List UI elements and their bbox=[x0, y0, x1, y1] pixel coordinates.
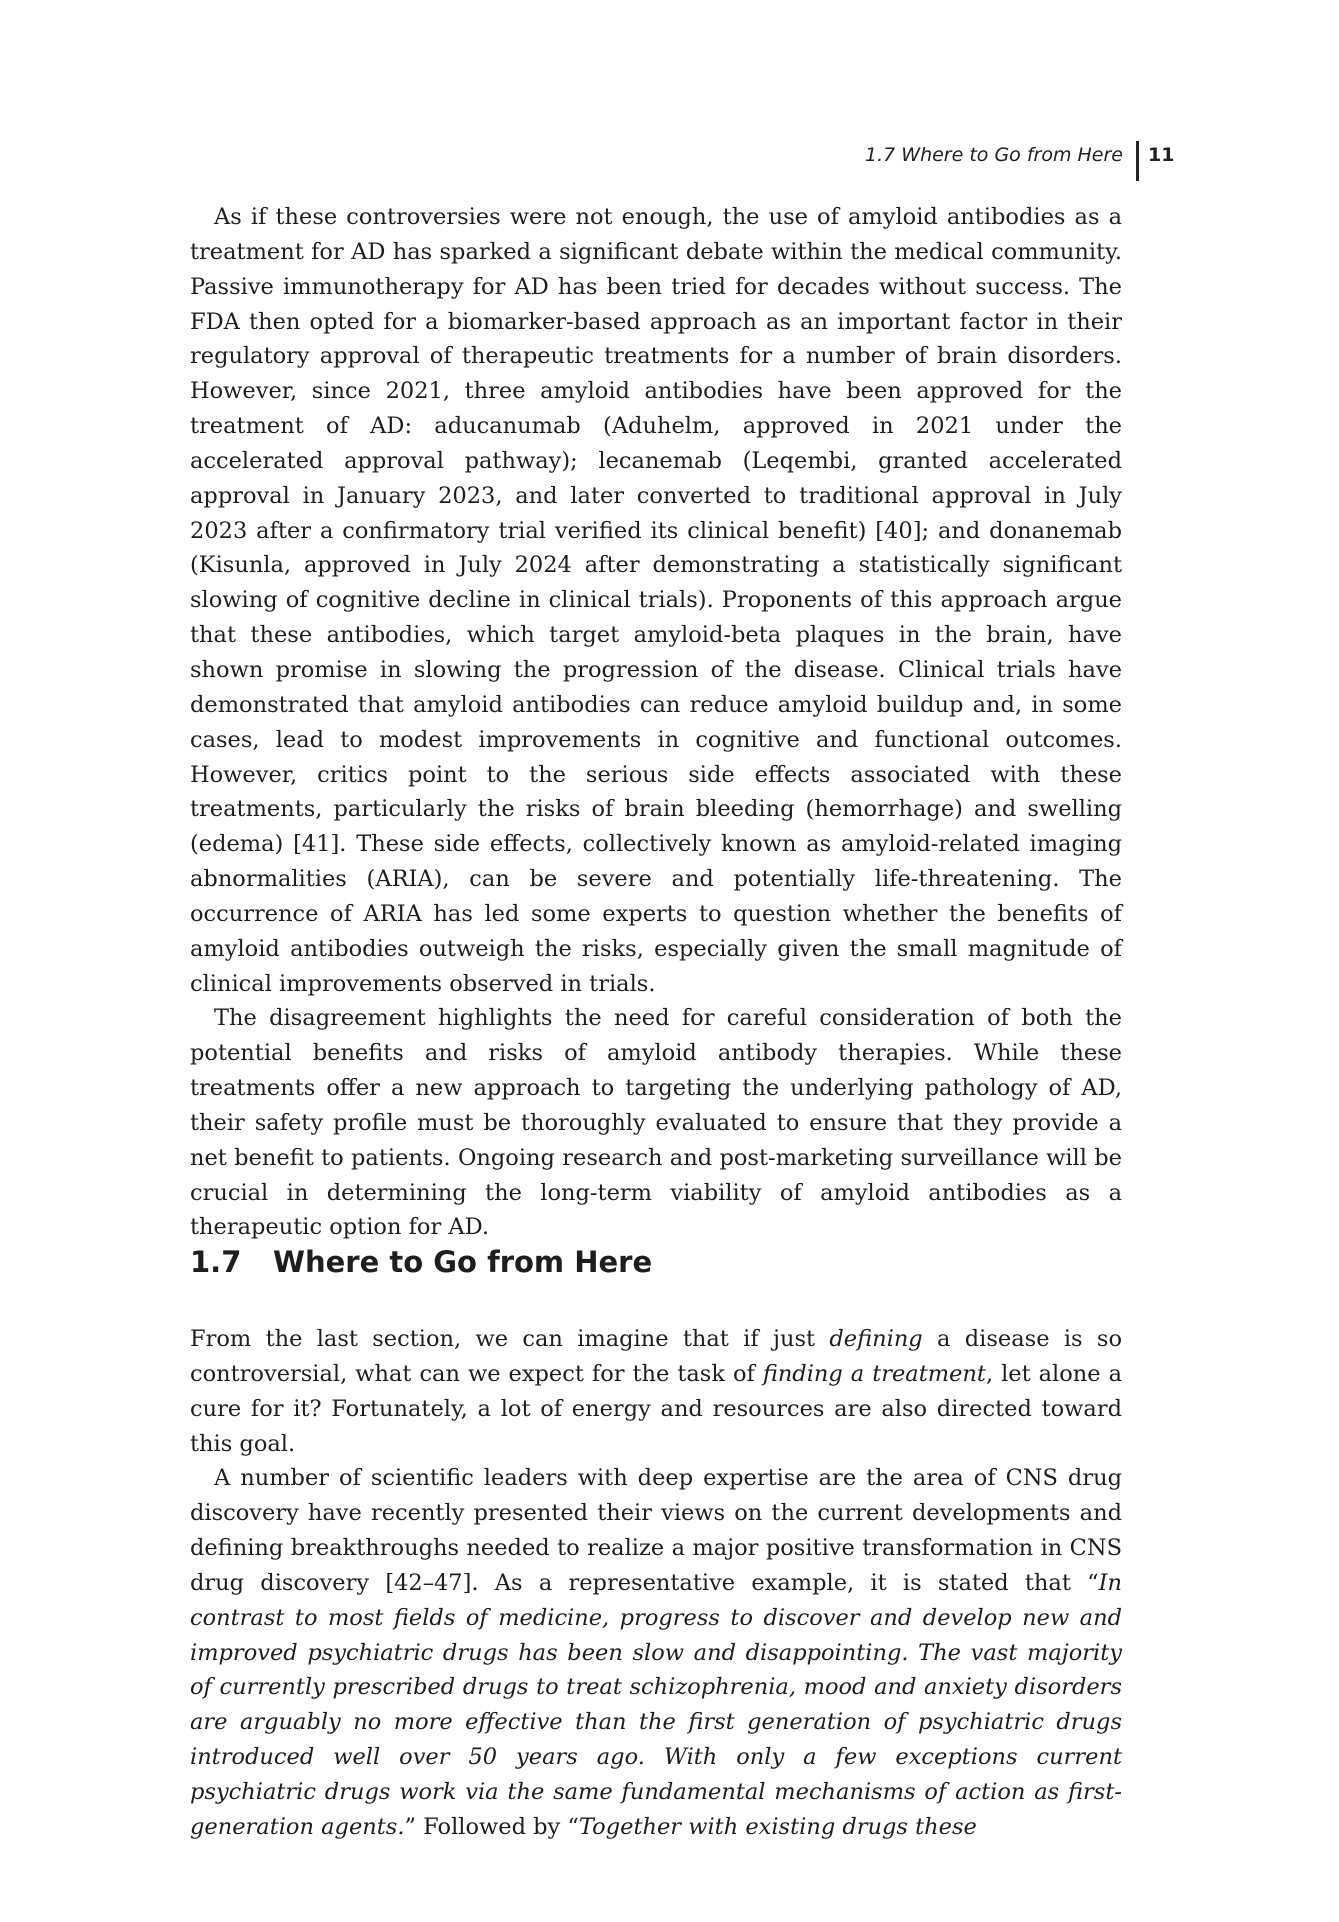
cns-text-1: A number of scientific leaders with deep expertise are the area of CNS drug discovery have recently presented their views on the current developments and defining breakthroughs needed to realize a major positive transformation in CNS drug discovery [42–47]. As a representative example, it is stated that “ bbox=[190, 1465, 1122, 1596]
running-head-rule bbox=[1136, 141, 1139, 181]
intro-text-1: From the last section, we can imagine that if just bbox=[190, 1326, 830, 1352]
paragraph-intro bbox=[190, 1322, 1122, 1461]
paragraph-cns-leaders bbox=[190, 1461, 1122, 1844]
section-title: Where to Go from Here bbox=[273, 1245, 653, 1279]
paragraph-disagreement: The disagreement highlights the need for careful consideration of both the potential benefits and risks of amyloid antibody therapies. While these treatments offer a new approach to targeting the underlying pathology of AD, their safety profile must be thoroughly evaluated to ensure that they provide a net benefit to patients. Ongoing research and post-marketing surveillance will be crucial in determining the long-term viability of amyloid antibodies as a therapeutic option for AD. bbox=[190, 1005, 1122, 1241]
upper-text-block bbox=[190, 200, 1122, 1245]
intro-emphasis-defining: defining bbox=[829, 1326, 923, 1352]
section-heading bbox=[190, 1245, 652, 1279]
intro-text-3: , let alone a cure for it? Fortunately, a lot of energy and resources are also directed toward this goal. bbox=[190, 1360, 1122, 1457]
section-number: 1.7 bbox=[190, 1245, 242, 1279]
cns-quote-1: In contrast to most fields of medicine, progress to discover and develop new and improved psychiatric drugs has been slow and disappointing. The vast majority of currently prescribed drugs to treat schizophrenia, mood and anxiety disorders are arguably no more effective than the first generation of psychiatric drugs introduced well over 50 years ago. With only a few exceptions current psychiatric drugs work via the same fundamental mechanisms of action as first-generation agents. bbox=[190, 1569, 1122, 1840]
intro-emphasis-finding: finding a treatment bbox=[762, 1360, 986, 1387]
running-head-title: 1.7 Where to Go from Here bbox=[865, 144, 1123, 166]
lower-text-block bbox=[190, 1322, 1122, 1845]
paragraph-amyloid-debate: As if these controversies were not enough, the use of amyloid antibodies as a treatment for AD has sparked a significant debate within the medical community. Passive immunotherapy for AD has been tried for decades without success. The FDA then opted for a biomarker-based approach as an important factor in their regulatory approval of therapeutic treatments for a number of brain disorders. However, since 2021, three amyloid antibodies have been approved for the treatment of AD: aducanumab (Aduhelm, approved in 2021 under the accelerated approval pathway); lecanemab (Leqembi, granted accelerated approval in January 2023, and later converted to traditional approval in July 2023 after a confirmatory trial verified its clinical benefit) [40]; and donanemab (Kisunla, approved in July 2024 after demonstrating a statistically significant slowing of cognitive decline in clinical trials). Proponents of this approach argue that these antibodies, which target amyloid-beta plaques in the brain, have shown promise in slowing the progression of the disease. Clinical trials have demonstrated that amyloid antibodies can reduce amyloid buildup and, in some cases, lead to modest improvements in cognitive and functional outcomes. However, critics point to the serious side effects associated with these treatments, particularly the risks of brain bleeding (hemorrhage) and swelling (edema) [41]. These side effects, collectively known as amyloid-related imaging abnormalities (ARIA), can be severe and potentially life-threatening. The occurrence of ARIA has led some experts to question whether the benefits of amyloid antibodies outweigh the risks, especially given the small magnitude of clinical improvements observed in trials. bbox=[190, 204, 1122, 997]
running-head bbox=[0, 141, 1339, 181]
cns-quote-2: Together with existing drugs these bbox=[578, 1813, 977, 1840]
cns-text-2: ” Followed by “ bbox=[404, 1813, 579, 1840]
intro-text-2: a disease is so controversial, what can we expect for the task of bbox=[190, 1326, 1122, 1387]
page-number: 11 bbox=[1148, 144, 1175, 166]
